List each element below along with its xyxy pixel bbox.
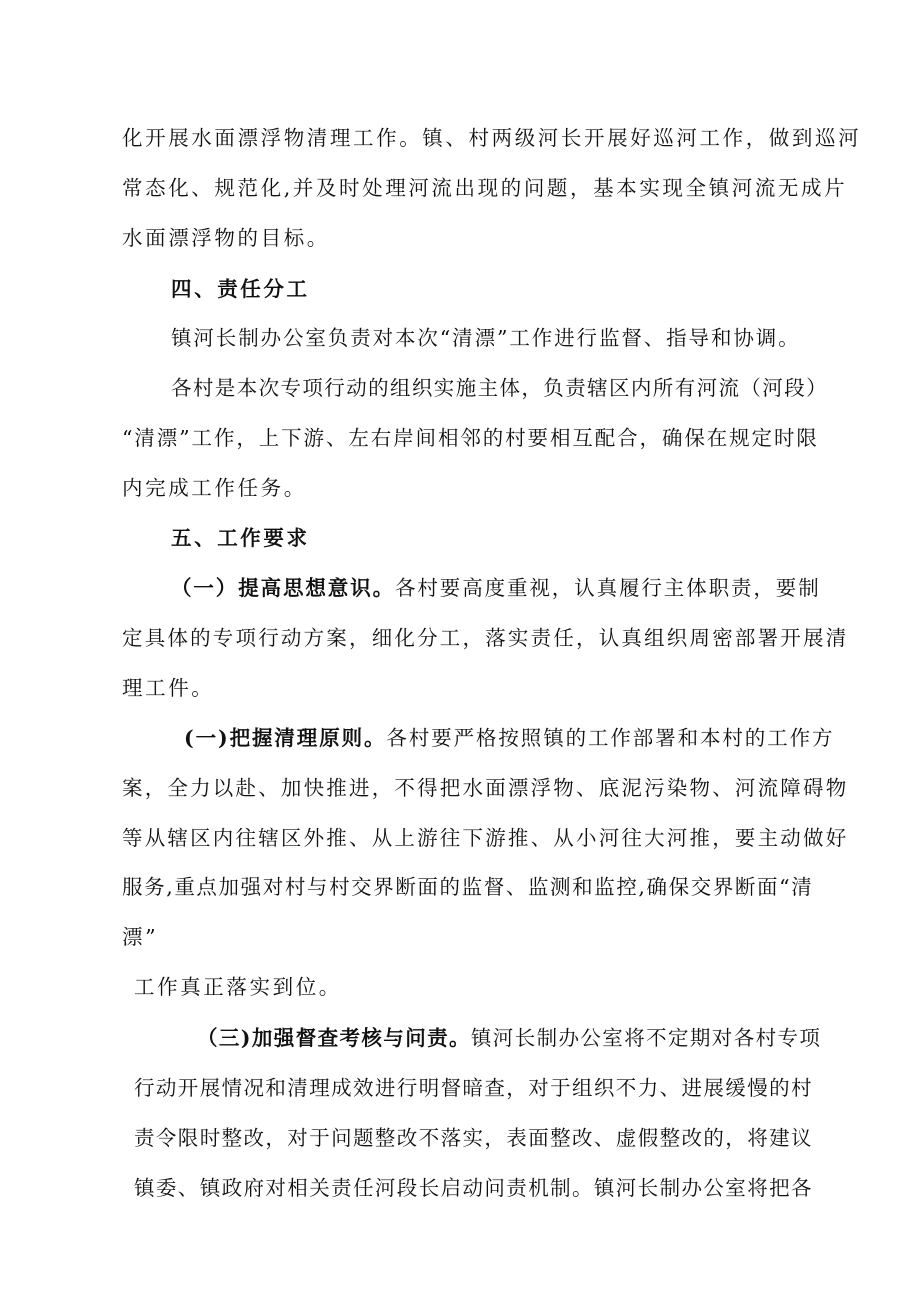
- paragraph-line: 镇河长制办公室负责对本次“清漂”工作进行监督、指导和协调。: [171, 326, 801, 350]
- item-text: 镇河长制办公室将不定期对各村专项: [470, 1026, 822, 1050]
- paragraph-line: “清漂”工作，上下游、左右岸间相邻的村要相互配合，确保在规定时限: [122, 426, 819, 450]
- paragraph-line: 水面漂浮物的目标。: [122, 226, 330, 250]
- paragraph-line: [171, 574, 821, 602]
- item-text: 各村要高度重视，认真履行主体职责，要制: [395, 576, 821, 600]
- paragraph-line: [184, 724, 834, 752]
- paragraph-line: 定具体的专项行动方案，细化分工，落实责任，认真组织周密部署开展清: [122, 626, 849, 650]
- paragraph-line: 各村是本次专项行动的组织实施主体，负责辖区内所有河流（河段）: [171, 376, 828, 400]
- paragraph-line: 漂”: [122, 925, 159, 949]
- paragraph-line: 等从辖区内往辖区外推、从上游往下游推、从小河往大河推，要主动做好: [122, 826, 849, 850]
- paragraph-line: 常态化、规范化,并及时处理河流出现的问题，基本实现全镇河流无成片: [122, 176, 848, 200]
- paragraph-line: 工作真正落实到位。: [134, 975, 342, 999]
- item-heading: （三)加强督查考核与问责。: [197, 1026, 471, 1050]
- paragraph-line: [197, 1024, 821, 1052]
- paragraph-line: 责令限时整改，对于问题整改不落实，表面整改、虚假整改的，将建议: [134, 1126, 813, 1150]
- item-text: 各村要严格按照镇的工作部署和本村的工作方: [386, 726, 835, 750]
- section-heading-responsibility: 四、责任分工: [171, 277, 310, 301]
- item-heading: （一）提高思想意识。: [171, 576, 395, 600]
- section-heading-requirements: 五、工作要求: [171, 526, 310, 550]
- paragraph-line: 行动开展情况和清理成效进行明督暗查，对于组织不力、进展缓慢的村: [134, 1076, 813, 1100]
- paragraph-line: 化开展水面漂浮物清理工作。镇、村两级河长开展好巡河工作，做到巡河: [122, 126, 862, 150]
- paragraph-line: 案，全力以赴、加快推进，不得把水面漂浮物、底泥污染物、河流障碍物: [122, 776, 849, 800]
- paragraph-line: 服务,重点加强对村与村交界断面的监督、监测和监控,确保交界断面“清: [122, 875, 814, 899]
- paragraph-line: 镇委、镇政府对相关责任河段长启动问责机制。镇河长制办公室将把各: [134, 1176, 813, 1200]
- paragraph-line: 理工件。: [122, 676, 215, 700]
- item-heading: (一)把握清理原则。: [184, 726, 387, 750]
- paragraph-line: 内完成工作任务。: [122, 476, 307, 500]
